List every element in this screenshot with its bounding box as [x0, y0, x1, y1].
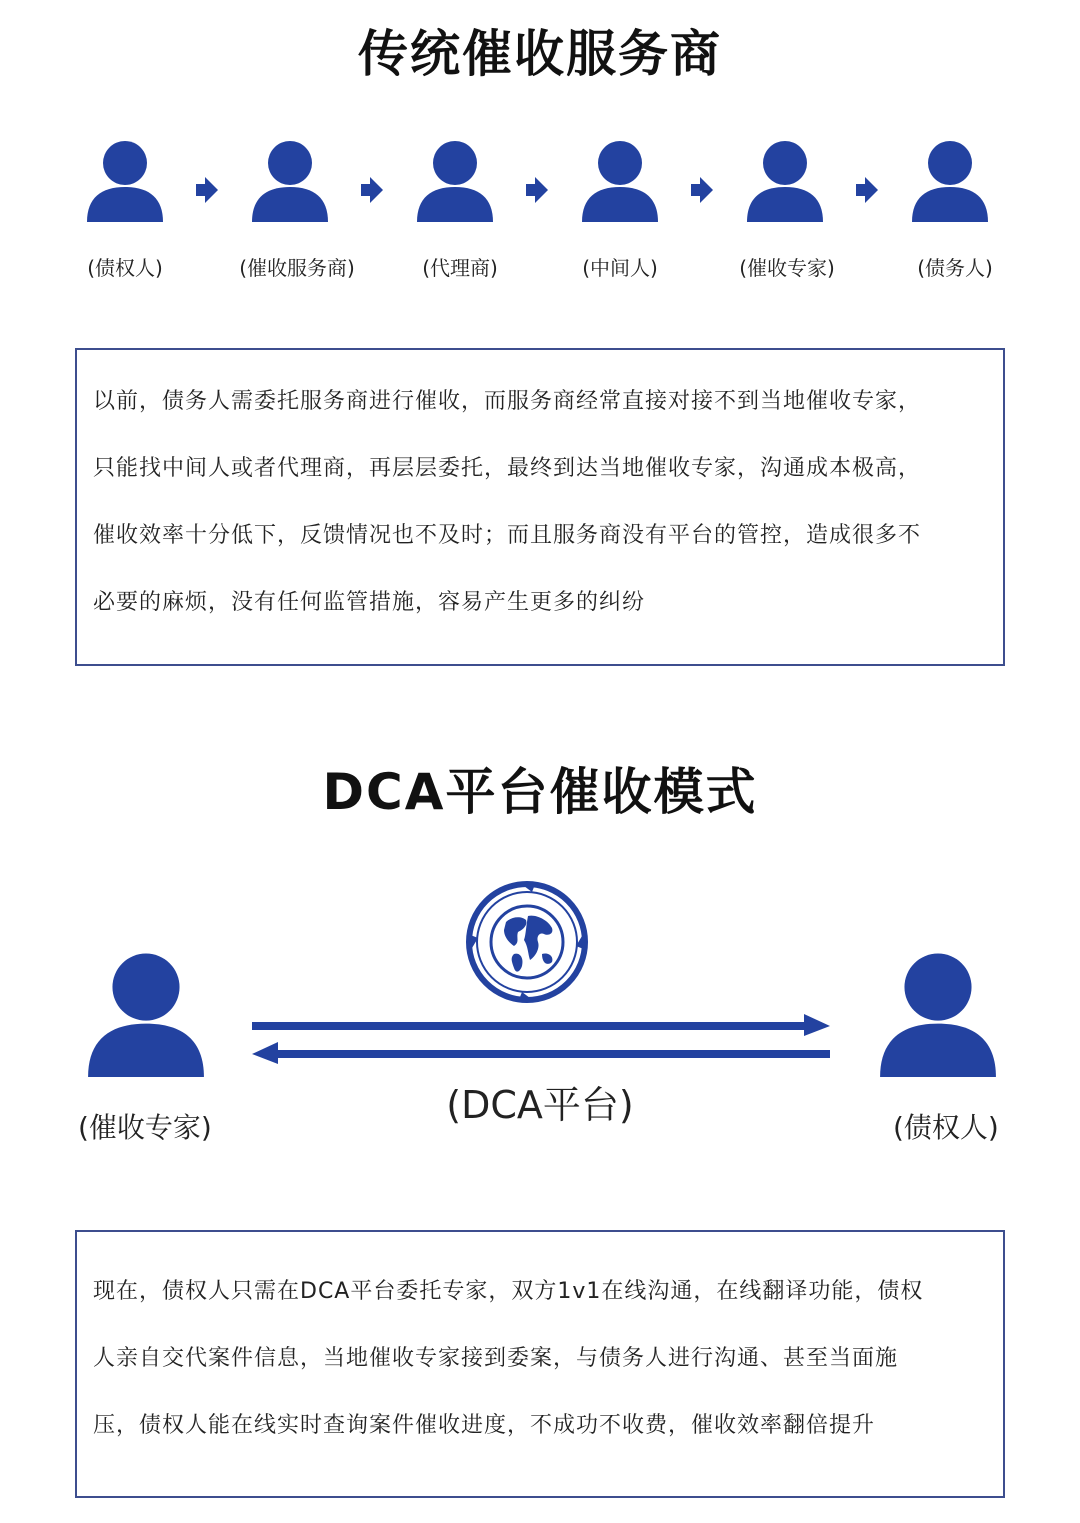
arrow-right-icon	[856, 177, 878, 203]
description-line: 催收效率十分低下，反馈情况也不及时；而且服务商没有平台的管控，造成很多不	[93, 523, 922, 548]
chain-label-service-provider: (催收服务商)	[239, 256, 355, 280]
collection-expert-icon	[85, 952, 207, 1077]
collection-expert-label: (催收专家)	[78, 1111, 212, 1144]
description-line: 必要的麻烦，没有任何监管措施，容易产生更多的纠纷	[93, 590, 646, 615]
description-line: 压，债权人能在线实时查询案件催收进度，不成功不收费，催收效率翻倍提升	[93, 1413, 876, 1438]
creditor-label: (债权人)	[893, 1111, 999, 1144]
person-icon	[85, 140, 165, 222]
dca-title: DCA平台催收模式	[322, 763, 758, 821]
bidirectional-arrows	[252, 1012, 830, 1064]
chain-label-agent: (代理商)	[422, 256, 498, 280]
person-icon	[745, 140, 825, 222]
chain-label-collection-expert: (催收专家)	[739, 256, 835, 280]
arrow-right-icon	[691, 177, 713, 203]
chain-label-debtor: (债务人)	[917, 256, 993, 280]
description-line: 人亲自交代案件信息，当地催收专家接到委案，与债务人进行沟通、甚至当面施	[93, 1346, 899, 1371]
person-icon	[250, 140, 330, 222]
arrow-right-icon	[526, 177, 548, 203]
person-icon	[910, 140, 990, 222]
person-icon	[415, 140, 495, 222]
description-line: 以前，债务人需委托服务商进行催收，而服务商经常直接对接不到当地催收专家，	[93, 389, 922, 414]
traditional-title: 传统催收服务商	[358, 25, 722, 83]
globe-icon	[466, 880, 588, 1004]
chain-label-creditor: (债权人)	[87, 256, 163, 280]
traditional-description-box	[75, 348, 1005, 666]
arrow-right-icon	[196, 177, 218, 203]
platform-label: (DCA平台)	[446, 1083, 634, 1127]
creditor-icon	[877, 952, 999, 1077]
description-line: 只能找中间人或者代理商，再层层委托，最终到达当地催收专家，沟通成本极高，	[93, 456, 922, 481]
arrow-right-icon	[361, 177, 383, 203]
description-line: 现在，债权人只需在DCA平台委托专家，双方1v1在线沟通，在线翻译功能，债权	[93, 1279, 924, 1304]
chain-label-middleman: (中间人)	[582, 256, 658, 280]
dca-description-box	[75, 1230, 1005, 1498]
person-icon	[580, 140, 660, 222]
